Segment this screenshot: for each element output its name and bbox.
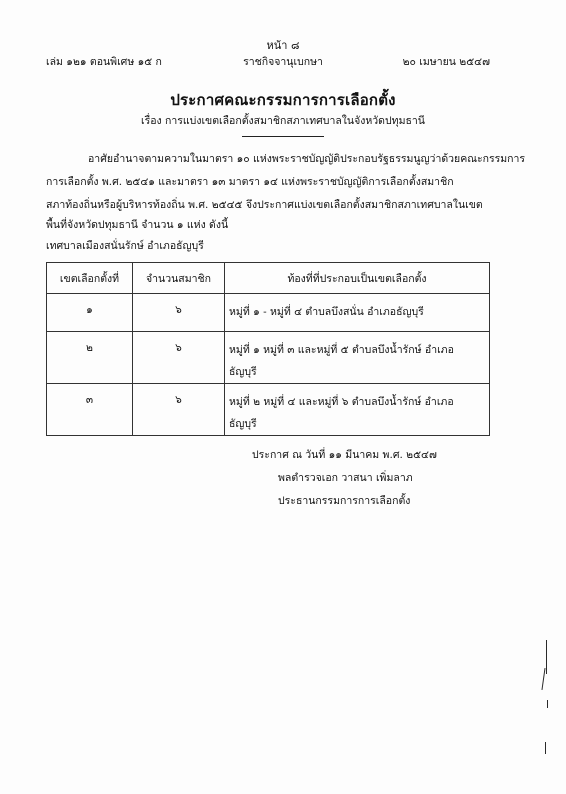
table-header-row [47,263,490,294]
signatory-name: พลตำรวจเอก วาสนา เพิ่มลาภ [278,472,413,484]
area-line: หมู่ที่ ๑ - หมู่ที่ ๔ ตำบลบึงสนั่น อำเภอธัญบุรี [229,306,424,318]
scan-mark [547,700,548,708]
area-line: หมู่ที่ ๑ หมู่ที่ ๓ และหมู่ที่ ๕ ตำบลบึงน้ำรักษ์ อำเภอ [229,344,454,356]
member-count: ๖ [133,384,225,436]
announcement-subject: เรื่อง การแบ่งเขตเลือกตั้งสมาชิกสภาเทศบาลในจังหวัดปทุมธานี [141,115,425,127]
title-divider [242,136,324,137]
signatory-position: ประธานกรรมการการเลือกตั้ง [278,495,411,507]
area-description [225,332,490,384]
announcement-date: ประกาศ ณ วันที่ ๑๑ มีนาคม พ.ศ. ๒๕๔๗ [252,449,437,461]
area-description [225,294,490,332]
body-line-1: อาศัยอำนาจตามความในมาตรา ๑๐ แห่งพระราชบัญญัติประกอบรัฐธรรมนูญว่าด้วยคณะกรรมการ [88,153,526,165]
area-description [225,384,490,436]
body-line-3: สภาท้องถิ่นหรือผู้บริหารท้องถิ่น พ.ศ. ๒๕๔๕ จึงประกาศแบ่งเขตเลือกตั้งสมาชิกสภาเทศบาลในเขต [46,199,483,211]
body-line-2: การเลือกตั้ง พ.ศ. ๒๕๔๑ และมาตรา ๑๓ มาตรา ๑๔ แห่งพระราชบัญญัติการเลือกตั้งสมาชิก [46,176,454,188]
page-number: หน้า ๘ [266,39,300,52]
district-number: ๑ [47,294,133,332]
area-line: หมู่ที่ ๒ หมู่ที่ ๔ และหมู่ที่ ๖ ตำบลบึงน้ำรักษ์ อำเภอ [229,396,454,408]
table-row [47,294,490,332]
area-line: ธัญบุรี [229,418,257,430]
district-number: ๓ [47,384,133,436]
municipality-name: เทศบาลเมืองสนั่นรักษ์ อำเภอธัญบุรี [46,240,204,252]
scan-mark [546,640,547,674]
member-count: ๖ [133,332,225,384]
district-number: ๒ [47,332,133,384]
scan-mark [545,742,546,754]
publication-name: ราชกิจจานุเบกษา [243,56,323,68]
header-members: จำนวนสมาชิก [133,263,225,294]
electoral-district-table [46,262,490,436]
area-line: ธัญบุรี [229,366,257,378]
header-area: ท้องที่ที่ประกอบเป็นเขตเลือกตั้ง [225,263,490,294]
scan-mark [541,668,545,690]
body-line-4: พื้นที่จังหวัดปทุมธานี จำนวน ๑ แห่ง ดังนี้ [46,219,229,231]
member-count: ๖ [133,294,225,332]
table-row [47,332,490,384]
table-row [47,384,490,436]
announcement-title: ประกาศคณะกรรมการการเลือกตั้ง [170,91,396,109]
volume-issue: เล่ม ๑๒๑ ตอนพิเศษ ๑๕ ก [46,56,162,68]
header-district: เขตเลือกตั้งที่ [47,263,133,294]
publication-date: ๒๐ เมษายน ๒๕๔๗ [402,56,490,68]
